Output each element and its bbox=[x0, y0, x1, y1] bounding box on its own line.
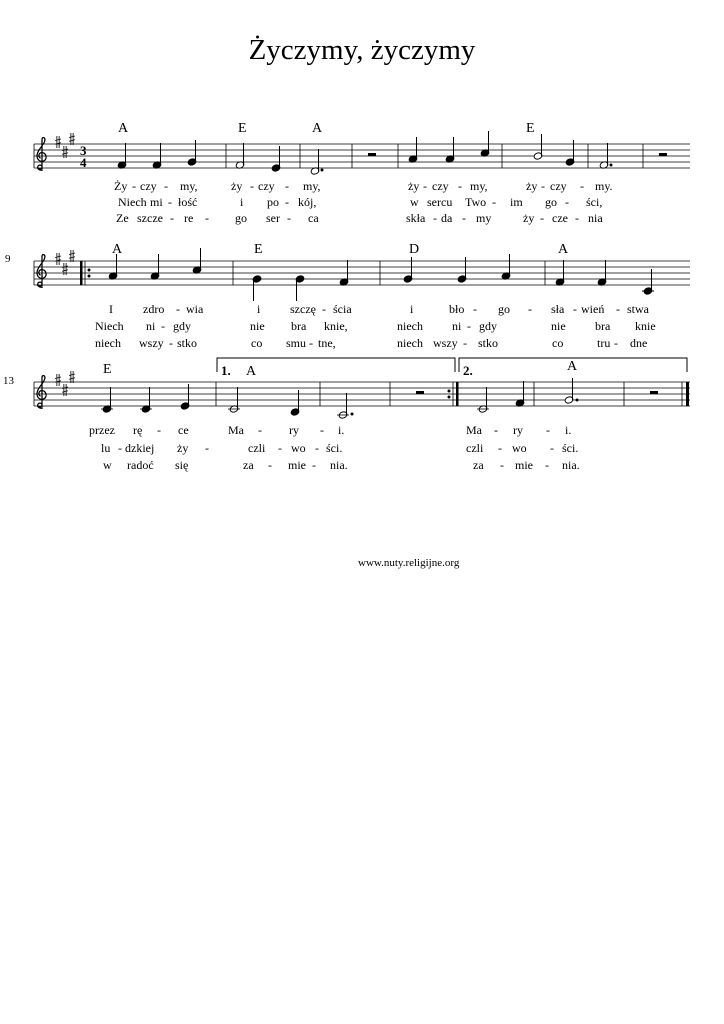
svg-text:bło: bło bbox=[449, 302, 465, 316]
svg-text:nie: nie bbox=[250, 319, 265, 333]
svg-text:w: w bbox=[103, 458, 112, 472]
svg-text:ni: ni bbox=[146, 319, 156, 333]
svg-text:Ma: Ma bbox=[228, 423, 244, 437]
svg-text:-: - bbox=[473, 302, 477, 316]
svg-text:go: go bbox=[498, 302, 510, 316]
page-title: Życzymy, życzymy bbox=[248, 34, 476, 66]
svg-text:-: - bbox=[205, 441, 209, 455]
svg-text:-: - bbox=[168, 195, 172, 209]
svg-text:cze: cze bbox=[552, 211, 568, 225]
svg-text:ni: ni bbox=[452, 319, 462, 333]
svg-text:-: - bbox=[132, 179, 136, 193]
svg-text:ry: ry bbox=[289, 423, 299, 437]
svg-text:-: - bbox=[494, 423, 498, 437]
svg-text:-: - bbox=[540, 211, 544, 225]
svg-text:dzkiej: dzkiej bbox=[125, 441, 155, 455]
lyrics-verse-2 bbox=[118, 195, 602, 209]
svg-text:-: - bbox=[575, 211, 579, 225]
lyrics-verse-1 bbox=[89, 423, 571, 437]
lyrics-verse-2 bbox=[95, 319, 656, 333]
svg-text:ży: ży bbox=[177, 441, 189, 455]
svg-text:czli: czli bbox=[248, 441, 266, 455]
svg-text:ścia: ścia bbox=[333, 302, 352, 316]
svg-text:Niech: Niech bbox=[118, 195, 147, 209]
svg-text:-: - bbox=[164, 179, 168, 193]
svg-text:po: po bbox=[267, 195, 279, 209]
svg-text:-: - bbox=[423, 179, 427, 193]
svg-text:-: - bbox=[285, 195, 289, 209]
svg-text:-: - bbox=[287, 211, 291, 225]
sharp-icon bbox=[55, 374, 61, 386]
sharp-icon bbox=[69, 133, 75, 145]
svg-text:Ze: Ze bbox=[116, 211, 129, 225]
svg-text:-: - bbox=[278, 441, 282, 455]
svg-text:-: - bbox=[467, 319, 471, 333]
svg-text:my.: my. bbox=[595, 179, 613, 193]
svg-text:-: - bbox=[285, 179, 289, 193]
svg-text:-: - bbox=[161, 319, 165, 333]
svg-text:ży: ży bbox=[408, 179, 420, 193]
svg-text:-: - bbox=[320, 423, 324, 437]
svg-text:stko: stko bbox=[478, 336, 499, 350]
svg-text:sła: sła bbox=[551, 302, 565, 316]
svg-text:wo: wo bbox=[291, 441, 306, 455]
svg-text:i.: i. bbox=[565, 423, 572, 437]
chord-symbol: A bbox=[558, 242, 569, 257]
svg-text:czy: czy bbox=[140, 179, 157, 193]
chord-symbol: E bbox=[526, 121, 535, 136]
svg-text:-: - bbox=[205, 211, 209, 225]
sharp-icon bbox=[69, 371, 75, 383]
svg-text:wo: wo bbox=[512, 441, 527, 455]
system-2 bbox=[5, 242, 690, 350]
svg-text:-: - bbox=[268, 458, 272, 472]
svg-text:rę: rę bbox=[133, 423, 143, 437]
svg-text:czy: czy bbox=[432, 179, 449, 193]
chord-symbol: A bbox=[246, 364, 257, 379]
svg-text:wszy: wszy bbox=[139, 336, 164, 350]
svg-text:lu: lu bbox=[101, 441, 111, 455]
svg-text:ry: ry bbox=[513, 423, 523, 437]
svg-text:my,: my, bbox=[470, 179, 488, 193]
lyrics-verse-3 bbox=[95, 336, 647, 350]
svg-text:smu: smu bbox=[286, 336, 307, 350]
svg-text:-: - bbox=[573, 302, 577, 316]
svg-text:tru: tru bbox=[597, 336, 611, 350]
svg-text:i.: i. bbox=[338, 423, 345, 437]
svg-text:-: - bbox=[176, 302, 180, 316]
svg-text:re: re bbox=[184, 211, 194, 225]
svg-text:mie: mie bbox=[288, 458, 306, 472]
svg-text:-: - bbox=[616, 302, 620, 316]
svg-text:bra: bra bbox=[291, 319, 307, 333]
lyrics-verse-2 bbox=[101, 441, 578, 455]
svg-text:ce: ce bbox=[178, 423, 189, 437]
svg-text:I: I bbox=[109, 302, 113, 316]
svg-text:mie: mie bbox=[515, 458, 533, 472]
svg-text:-: - bbox=[462, 211, 466, 225]
svg-text:da: da bbox=[441, 211, 453, 225]
sharp-icon bbox=[55, 253, 61, 265]
svg-text:-: - bbox=[258, 423, 262, 437]
svg-text:stko: stko bbox=[177, 336, 198, 350]
svg-text:niech: niech bbox=[95, 336, 121, 350]
svg-text:zdro: zdro bbox=[143, 302, 165, 316]
sharp-icon bbox=[55, 136, 61, 148]
svg-text:-: - bbox=[550, 441, 554, 455]
svg-text:przez: przez bbox=[89, 423, 115, 437]
svg-text:bra: bra bbox=[595, 319, 611, 333]
notes bbox=[101, 378, 658, 419]
lyrics-verse-3 bbox=[116, 211, 603, 225]
svg-text:ży: ży bbox=[523, 211, 535, 225]
svg-text:w: w bbox=[410, 195, 419, 209]
svg-text:ży: ży bbox=[231, 179, 243, 193]
svg-text:go: go bbox=[545, 195, 557, 209]
svg-text:skła: skła bbox=[406, 211, 426, 225]
system-1 bbox=[34, 121, 690, 225]
svg-text:nia.: nia. bbox=[562, 458, 580, 472]
svg-text:nie: nie bbox=[551, 319, 566, 333]
svg-text:kój,: kój, bbox=[298, 195, 317, 209]
svg-text:Niech: Niech bbox=[95, 319, 124, 333]
svg-text:ser: ser bbox=[266, 211, 280, 225]
chord-symbol: D bbox=[409, 242, 420, 257]
svg-text:gdy: gdy bbox=[479, 319, 497, 333]
svg-text:-: - bbox=[170, 211, 174, 225]
svg-text:czy: czy bbox=[258, 179, 275, 193]
svg-text:knie: knie bbox=[635, 319, 656, 333]
svg-text:knie,: knie, bbox=[324, 319, 348, 333]
chord-symbol: A bbox=[312, 121, 323, 136]
svg-text:-: - bbox=[118, 441, 122, 455]
notes bbox=[108, 248, 654, 301]
treble-clef-icon bbox=[37, 376, 46, 409]
svg-text:Ży: Ży bbox=[114, 179, 128, 193]
svg-text:co: co bbox=[251, 336, 263, 350]
svg-text:co: co bbox=[552, 336, 564, 350]
svg-text:łość: łość bbox=[178, 195, 198, 209]
svg-text:ści,: ści, bbox=[586, 195, 603, 209]
svg-text:my,: my, bbox=[303, 179, 321, 193]
svg-text:ści.: ści. bbox=[562, 441, 579, 455]
svg-text:-: - bbox=[309, 336, 313, 350]
svg-text:-: - bbox=[157, 423, 161, 437]
chord-symbol: A bbox=[567, 359, 578, 374]
chord-symbol: E bbox=[238, 121, 247, 136]
svg-text:za: za bbox=[473, 458, 484, 472]
svg-text:szczę: szczę bbox=[290, 302, 316, 316]
svg-text:sercu: sercu bbox=[427, 195, 453, 209]
svg-text:-: - bbox=[546, 423, 550, 437]
chord-symbol: E bbox=[103, 362, 112, 377]
svg-text:niech: niech bbox=[397, 319, 423, 333]
chord-symbol: A bbox=[112, 242, 123, 257]
svg-text:-: - bbox=[463, 336, 467, 350]
chord-symbol: E bbox=[254, 242, 263, 257]
svg-text:Two: Two bbox=[465, 195, 487, 209]
svg-text:-: - bbox=[312, 458, 316, 472]
website-footer: www.nuty.religijne.org bbox=[358, 557, 460, 569]
measure-number: 9 bbox=[5, 253, 11, 265]
svg-text:-: - bbox=[541, 179, 545, 193]
svg-text:i: i bbox=[257, 302, 261, 316]
svg-text:go: go bbox=[235, 211, 247, 225]
staff-lines bbox=[34, 144, 690, 168]
svg-text:wia: wia bbox=[186, 302, 204, 316]
lyrics-verse-1 bbox=[109, 302, 650, 316]
svg-text:-: - bbox=[500, 458, 504, 472]
svg-text:szcze: szcze bbox=[137, 211, 163, 225]
svg-text:i: i bbox=[240, 195, 244, 209]
svg-text:dne: dne bbox=[630, 336, 648, 350]
svg-text:-: - bbox=[322, 302, 326, 316]
svg-text:ca: ca bbox=[308, 211, 319, 225]
lyrics-verse-3 bbox=[103, 458, 580, 472]
volta-2-label: 2. bbox=[463, 363, 473, 378]
svg-text:-: - bbox=[458, 179, 462, 193]
treble-clef-icon bbox=[37, 138, 46, 171]
svg-text:się: się bbox=[175, 458, 189, 472]
svg-text:tne,: tne, bbox=[318, 336, 336, 350]
svg-text:ści.: ści. bbox=[326, 441, 343, 455]
system-3 bbox=[3, 358, 690, 472]
svg-text:niech: niech bbox=[397, 336, 423, 350]
svg-text:radoć: radoć bbox=[127, 458, 154, 472]
svg-text:Ma: Ma bbox=[466, 423, 482, 437]
svg-text:-: - bbox=[565, 195, 569, 209]
svg-text:-: - bbox=[498, 441, 502, 455]
svg-text:nia: nia bbox=[588, 211, 603, 225]
treble-clef-icon bbox=[37, 255, 46, 288]
svg-text:-: - bbox=[580, 179, 584, 193]
time-signature-bottom: 4 bbox=[80, 155, 87, 170]
svg-text:gdy: gdy bbox=[173, 319, 191, 333]
svg-text:wszy: wszy bbox=[433, 336, 458, 350]
time-signature-top: 3 bbox=[80, 143, 87, 158]
svg-text:my: my bbox=[476, 211, 492, 225]
svg-text:nia.: nia. bbox=[330, 458, 348, 472]
sharp-icon bbox=[69, 250, 75, 262]
svg-text:mi: mi bbox=[150, 195, 163, 209]
svg-text:-: - bbox=[545, 458, 549, 472]
svg-text:i: i bbox=[410, 302, 414, 316]
svg-text:-: - bbox=[169, 336, 173, 350]
svg-text:-: - bbox=[433, 211, 437, 225]
svg-text:im: im bbox=[510, 195, 523, 209]
svg-text:-: - bbox=[528, 302, 532, 316]
svg-text:czli: czli bbox=[466, 441, 484, 455]
svg-text:-: - bbox=[315, 441, 319, 455]
svg-text:-: - bbox=[250, 179, 254, 193]
measure-number: 13 bbox=[3, 375, 14, 387]
svg-text:stwa: stwa bbox=[627, 302, 649, 316]
volta-1-label: 1. bbox=[221, 363, 231, 378]
svg-text:ży: ży bbox=[526, 179, 538, 193]
notes bbox=[117, 131, 667, 175]
svg-text:-: - bbox=[492, 195, 496, 209]
svg-text:-: - bbox=[614, 336, 618, 350]
svg-text:wień: wień bbox=[581, 302, 605, 316]
svg-text:czy: czy bbox=[550, 179, 567, 193]
chord-symbol: A bbox=[118, 121, 129, 136]
volta-brackets bbox=[217, 358, 687, 372]
svg-text:za: za bbox=[243, 458, 254, 472]
lyrics-verse-1 bbox=[114, 179, 613, 193]
svg-text:my,: my, bbox=[180, 179, 198, 193]
